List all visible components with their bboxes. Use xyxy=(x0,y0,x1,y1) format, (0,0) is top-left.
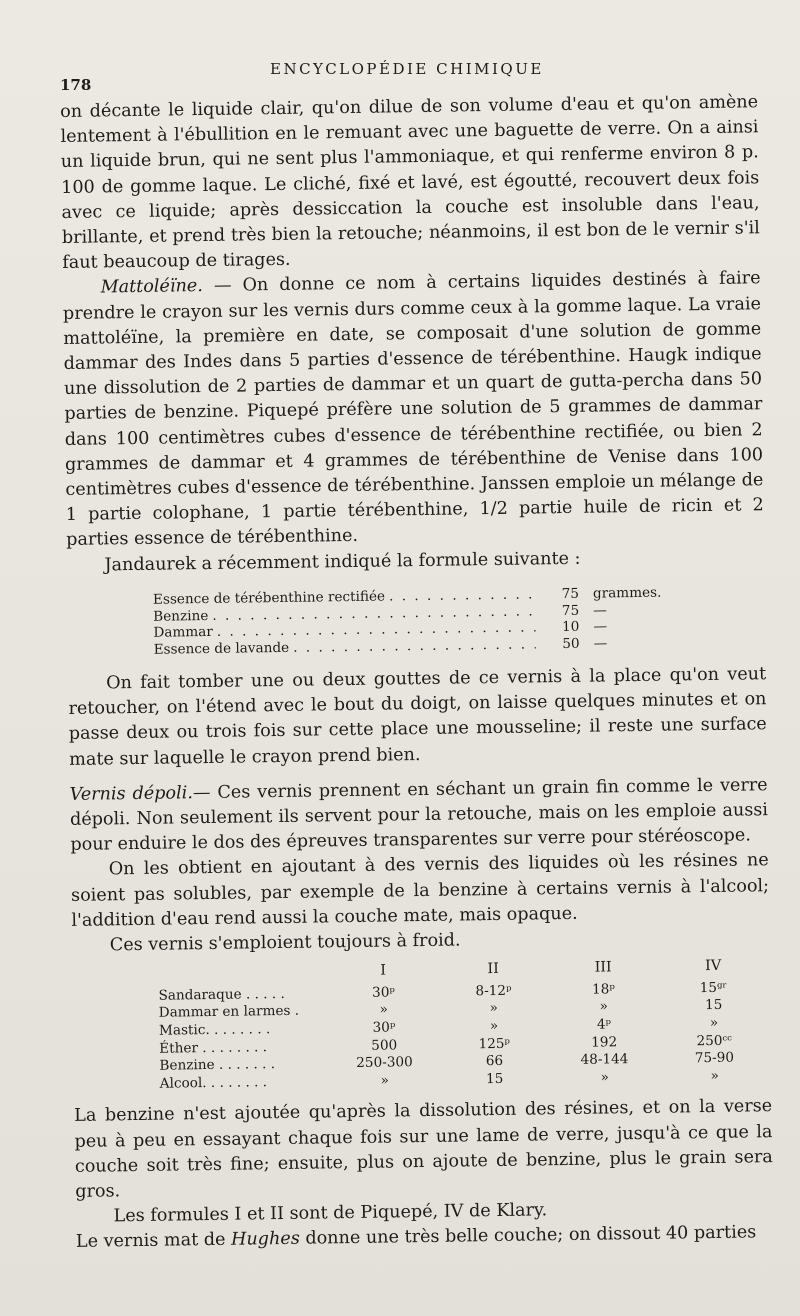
table-cell: » xyxy=(599,998,608,1016)
table-cell: 15ᵍʳ xyxy=(699,979,728,997)
table-cell: 192 xyxy=(591,1033,618,1051)
paragraph-text: — On donne ce nom à certains liquides destinés à faire prendre le crayon sur les vernis durs comme ceux à la gomme laque. La vraie mattoléïne, la première en date, se composait d'une solution de gomme dammar des Indes dans 5 parties d'essence de térébenthine. Haugk indique une dissolution de 2 parties de dammar et un quart de gutta-percha dans 50 parties de benzine. Piquepé préfère une solution de 5 grammes de dammar dans 100 centimètres cubes d'essence de térébenthine rectifiée, ou bien 2 grammes de dammar et 4 grammes de térébenthine de Venise dans 100 centimètres cubes d'essence de térébenthine. Janssen emploie un mélange de 1 partie colophane, 1 partie térébenthine, 1/2 partie huile de ricin et 2 parties essence de térébenthine. xyxy=(62,268,764,551)
page-body xyxy=(60,90,774,1255)
ingredient-name: Essence de lavande xyxy=(153,640,290,658)
paragraph-mattoleine xyxy=(62,267,764,554)
section-lead: Vernis dépoli. xyxy=(69,783,194,805)
leader-dots xyxy=(389,586,535,605)
paragraph: Ces vernis s'emploient toujours à froid. xyxy=(109,930,461,956)
table-cell: 15 xyxy=(704,997,723,1014)
paragraph: La benzine n'est ajoutée qu'après la dissolution des résines, et on la verse peu à peu en essayant chaque fois sur une lame de verre, jusqu'à ce que la couche soit très fine; ensuite, plus on ajoute de benzine, plus le grain sera gros. xyxy=(74,1096,773,1202)
paragraph-text: Le vernis mat de xyxy=(75,1230,232,1253)
formulas-table xyxy=(158,957,770,1093)
paragraph: Les formules I et II sont de Piquepé, IV de Klary. xyxy=(113,1200,548,1227)
table-cell: » xyxy=(709,1014,719,1032)
table-cell: 500 xyxy=(371,1037,398,1054)
paragraph: on décante le liquide clair, qu'on dilue de son volume d'eau et qu'on amène lentement à l'ébullition en le remuant avec une baguette de verre. On a ainsi un liquide brun, qui ne sent plus l'ammoniaque, et qui renferme environ 8 p. 100 de gomme laque. Le cliché, fixé et lavé, est égoutté, recouvert deux fois avec ce liquide; après dessiccation la couche est insoluble dans l'eau, brillante, et prend très bien la retouche; néanmoins, il est bon de le vernir s'il faut beaucoup de tirages. xyxy=(60,92,760,274)
page-number: 178 xyxy=(60,76,92,94)
paragraph-text: — Ces vernis prennent en séchant un grain fin comme le verre dépoli. Non seulement ils servent pour la retouche, mais on les emploie aussi pour enduire le dos des épreuves transparentes sur verre pour stéréoscope. xyxy=(69,775,769,856)
column-header: III xyxy=(594,959,612,976)
table-cell: 66 xyxy=(485,1053,504,1070)
table-cell: » xyxy=(489,1018,499,1035)
ingredient-unit: grammes. xyxy=(592,584,662,602)
table-cell: 18ᵖ xyxy=(591,981,615,998)
table-cell: 75-90 xyxy=(694,1049,735,1067)
table-cell: » xyxy=(489,1000,498,1017)
recipe-list xyxy=(153,584,714,659)
paragraph: On fait tomber une ou deux gouttes de ce vernis à la place qu'on veut retoucher, on l'étend avec le bout du doigt, on laisse quelques minutes et on passe deux ou trois fois sur cette place une mousseline; il reste une surface mate sur laquelle le crayon prend bien. xyxy=(68,664,767,770)
table-cell: » xyxy=(380,1072,389,1089)
page-header xyxy=(0,50,800,94)
ingredient-name: Benzine . . . . . . . xyxy=(159,1056,276,1074)
paragraph: On les obtient en ajoutant à des vernis des liquides où les résines ne soient pas solubles, par exemple de la benzine à certains vernis à l'alcool; l'addition d'eau rend aussi la couche mate, mais opaque. xyxy=(70,850,770,931)
ingredient-name: Sandaraque . . . . . xyxy=(158,985,285,1004)
ingredient-unit: — xyxy=(593,635,608,652)
ingredient-name: Dammar en larmes . xyxy=(158,1003,300,1022)
leader-dots xyxy=(293,637,536,657)
table-cell: 250-300 xyxy=(356,1054,413,1072)
table-cell: » xyxy=(710,1067,719,1084)
paragraph-text: donne une très belle couche; on dissout 40 parties xyxy=(299,1222,757,1250)
ingredient-name: Essence de térébenthine rectifiée xyxy=(152,588,386,608)
ingredient-unit: — xyxy=(593,602,607,619)
table-cell: » xyxy=(600,1069,609,1086)
ingredient-name: Mastic. . . . . . . . xyxy=(158,1021,271,1039)
table-cell: 125ᵖ xyxy=(478,1035,511,1052)
ingredient-name: Éther . . . . . . . . xyxy=(159,1038,268,1057)
ingredient-qty: 75 xyxy=(561,585,580,602)
ingredient-qty: 50 xyxy=(562,636,580,653)
table-cell: 15 xyxy=(485,1070,504,1087)
table-cell: » xyxy=(379,1001,389,1019)
ingredient-name: Dammar xyxy=(153,624,213,642)
ingredient-qty: 10 xyxy=(561,619,580,636)
ingredient-unit: — xyxy=(593,618,608,636)
column-header: IV xyxy=(705,958,722,975)
person-name: Hughes xyxy=(230,1229,300,1251)
table-cell: 4ᵖ xyxy=(596,1016,612,1033)
column-header: II xyxy=(487,961,499,978)
section-lead: Mattoléïne. xyxy=(100,276,204,298)
paragraph-vernis-depoli xyxy=(70,773,769,858)
ingredient-qty: 75 xyxy=(561,602,580,619)
table-cell: 30ᵖ xyxy=(372,984,395,1001)
table-cell: 48-144 xyxy=(580,1051,629,1069)
table-cell: 30ᵖ xyxy=(372,1019,396,1036)
table-cell: 250ᶜᶜ xyxy=(696,1032,732,1049)
paragraph: Jandaurek a récemment indiqué la formule suivante : xyxy=(104,548,581,576)
ingredient-name: Benzine xyxy=(153,607,209,625)
ingredient-name: Alcool. . . . . . . . xyxy=(159,1074,268,1092)
column-header: I xyxy=(380,962,387,979)
running-head: ENCYCLOPÉDIE CHIMIQUE xyxy=(270,60,544,78)
table-cell: 8-12ᵖ xyxy=(475,982,512,1000)
